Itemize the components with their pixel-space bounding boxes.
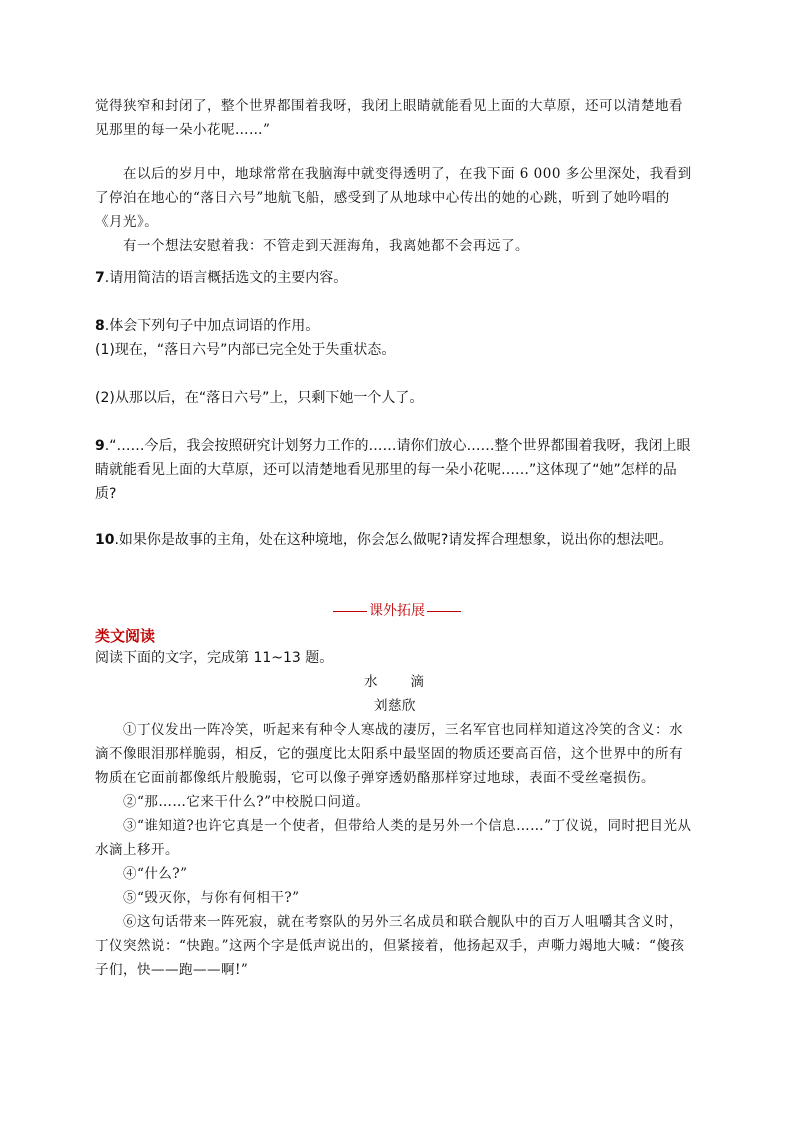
passage-paragraph: 在以后的岁月中，地球常常在我脑海中就变得透明了，在我下面 6 000 多公里深处，我看到了停泊在地心的“落日六号”地航飞船，感受到了从地球中心传出的她的心跳，听到了她吟唱的《月光》。 xyxy=(95,166,692,230)
section-title: 类文阅读 xyxy=(95,627,156,645)
question-9 xyxy=(95,434,695,506)
article-paragraph: ③“谁知道?也许它真是一个使者，但带给人类的是另外一个信息……”丁仪说，同时把目光从水滴上移开。 xyxy=(95,818,692,858)
article-author: 刘慈欣 xyxy=(374,698,416,714)
article-paragraph: ⑤“毁灭你，与你有何相干?” xyxy=(123,890,300,906)
section-divider xyxy=(0,600,794,620)
question-number: 8 xyxy=(95,318,105,334)
question-number: 10 xyxy=(95,532,115,548)
question-text: .体会下列句子中加点词语的作用。 xyxy=(104,318,320,334)
question-8 xyxy=(95,314,695,410)
sub-question: (1)现在，“落日六号”内部已完全处于失重状态。 xyxy=(95,342,396,358)
section-instruction: 阅读下面的文字，完成第 11~13 题。 xyxy=(95,650,334,666)
reading-section xyxy=(95,625,695,982)
question-10 xyxy=(95,528,695,552)
article-title: 水 滴 xyxy=(364,674,426,690)
question-7 xyxy=(95,266,695,290)
sub-question: (2)从那以后，在“落日六号”上，只剩下她一个人了。 xyxy=(95,390,424,406)
passage-top xyxy=(95,94,695,258)
article-paragraph: ①丁仪发出一阵冷笑，听起来有种令人寒战的凄厉，三名军官也同样知道这冷笑的含义：水滴不像眼泪那样脆弱，相反，它的强度比太阳系中最坚固的物质还要高百倍，这个世界中的所有物质在它面前都像纸片般脆弱，它可以像子弹穿透奶酪那样穿过地球，表面不受丝毫损伤。 xyxy=(95,722,683,786)
question-text: .“……今后，我会按照研究计划努力工作的……请你们放心……整个世界都围着我呀，我闭上眼睛就能看见上面的大草原，还可以清楚地看见那里的每一朵小花呢……”这体现了“她”怎样的品质? xyxy=(95,438,691,502)
question-number: 9 xyxy=(95,438,105,454)
article-body xyxy=(95,718,695,982)
article-paragraph: ⑥这句话带来一阵死寂，就在考察队的另外三名成员和联合舰队中的百万人咀嚼其含义时，丁仪突然说：“快跑。”这两个字是低声说出的，但紧接着，他扬起双手，声嘶力竭地大喊：“傻孩子们，快——跑——啊!” xyxy=(95,914,685,978)
question-text: .如果你是故事的主角，处在这种境地，你会怎么做呢?请发挥合理想象，说出你的想法吧。 xyxy=(114,532,673,548)
question-text: .请用简洁的语言概括选文的主要内容。 xyxy=(104,270,348,286)
divider-line-left xyxy=(333,611,367,612)
article-paragraph: ②“那……它来干什么?”中校脱口问道。 xyxy=(123,794,370,810)
passage-paragraph: 觉得狭窄和封闭了，整个世界都围着我呀，我闭上眼睛就能看见上面的大草原，还可以清楚地看见那里的每一朵小花呢……” xyxy=(95,98,683,138)
question-number: 7 xyxy=(95,270,105,286)
divider-line-right xyxy=(427,611,461,612)
article-paragraph: ④“什么?” xyxy=(123,866,188,882)
passage-paragraph: 有一个想法安慰着我：不管走到天涯海角，我离她都不会再远了。 xyxy=(123,238,529,254)
divider-label: 课外拓展 xyxy=(369,603,425,619)
